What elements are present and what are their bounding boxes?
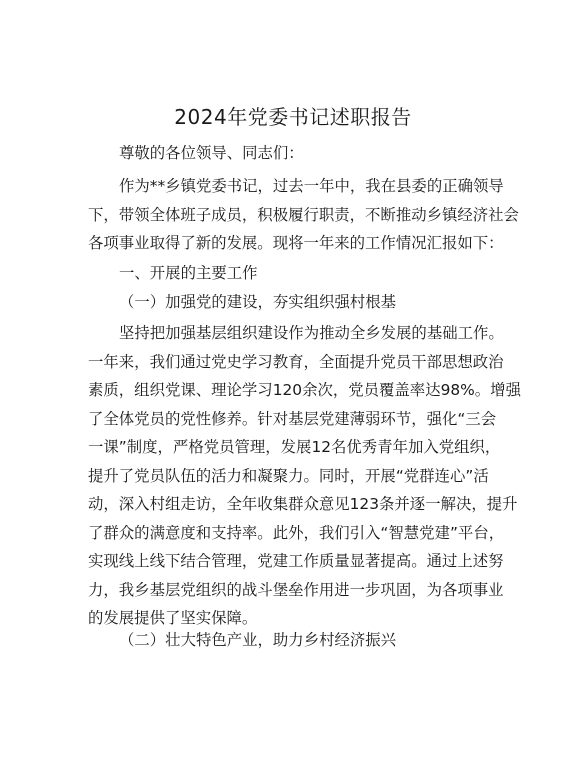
body-line: 提升了党员队伍的活力和凝聚力。同时，开展“党群连心”活 xyxy=(88,466,489,485)
body-line: 一课”制度，严格党员管理，发展12名优秀青年加入党组织， xyxy=(88,438,501,456)
body-line: 力，我乡基层党组织的战斗堡垒作用进一步巩固，为各项事业 xyxy=(88,580,504,599)
body-line: 一年来，我们通过党史学习教育，全面提升党员干部思想政治 xyxy=(88,352,504,371)
subsection-heading-1: （一）加强党的建设，夯实组织强村根基 xyxy=(119,293,397,311)
salutation: 尊敬的各位领导、同志们： xyxy=(119,144,304,162)
body-line: 了群众的满意度和支持率。此外，我们引入“智慧党建”平台， xyxy=(88,523,505,542)
intro-line: 各项事业取得了新的发展。现将一年来的工作情况汇报如下： xyxy=(88,234,504,252)
body-line: 了全体党员的党性修养。针对基层党建薄弱环节，强化“三会 xyxy=(88,409,497,428)
intro-line: 下，带领全体班子成员，积极履行职责，不断推动乡镇经济社会 xyxy=(88,205,519,224)
body-line: 的发展提供了坚实保障。 xyxy=(88,609,258,627)
body-paragraph xyxy=(88,319,521,633)
body-line: 实现线上线下结合管理，党建工作质量显著提高。通过上述努 xyxy=(88,552,504,570)
section-heading: 一、开展的主要工作 xyxy=(119,264,258,282)
subsection-heading-2: （二）壮大特色产业，助力乡村经济振兴 xyxy=(119,631,397,649)
body-line: 动，深入村组走访，全年收集群众意见123条并逐一解决，提升 xyxy=(88,495,518,513)
intro-line: 作为**乡镇党委书记，过去一年中，我在县委的正确领导 xyxy=(119,177,504,195)
body-line: 素质，组织党课、理论学习120余次，党员覆盖率达98%。增强 xyxy=(88,381,521,399)
document-title: 2024年党委书记述职报告 xyxy=(174,105,412,129)
body-line: 坚持把加强基层组织建设作为推动全乡发展的基础工作。 xyxy=(119,324,504,342)
intro-paragraph xyxy=(88,172,519,258)
